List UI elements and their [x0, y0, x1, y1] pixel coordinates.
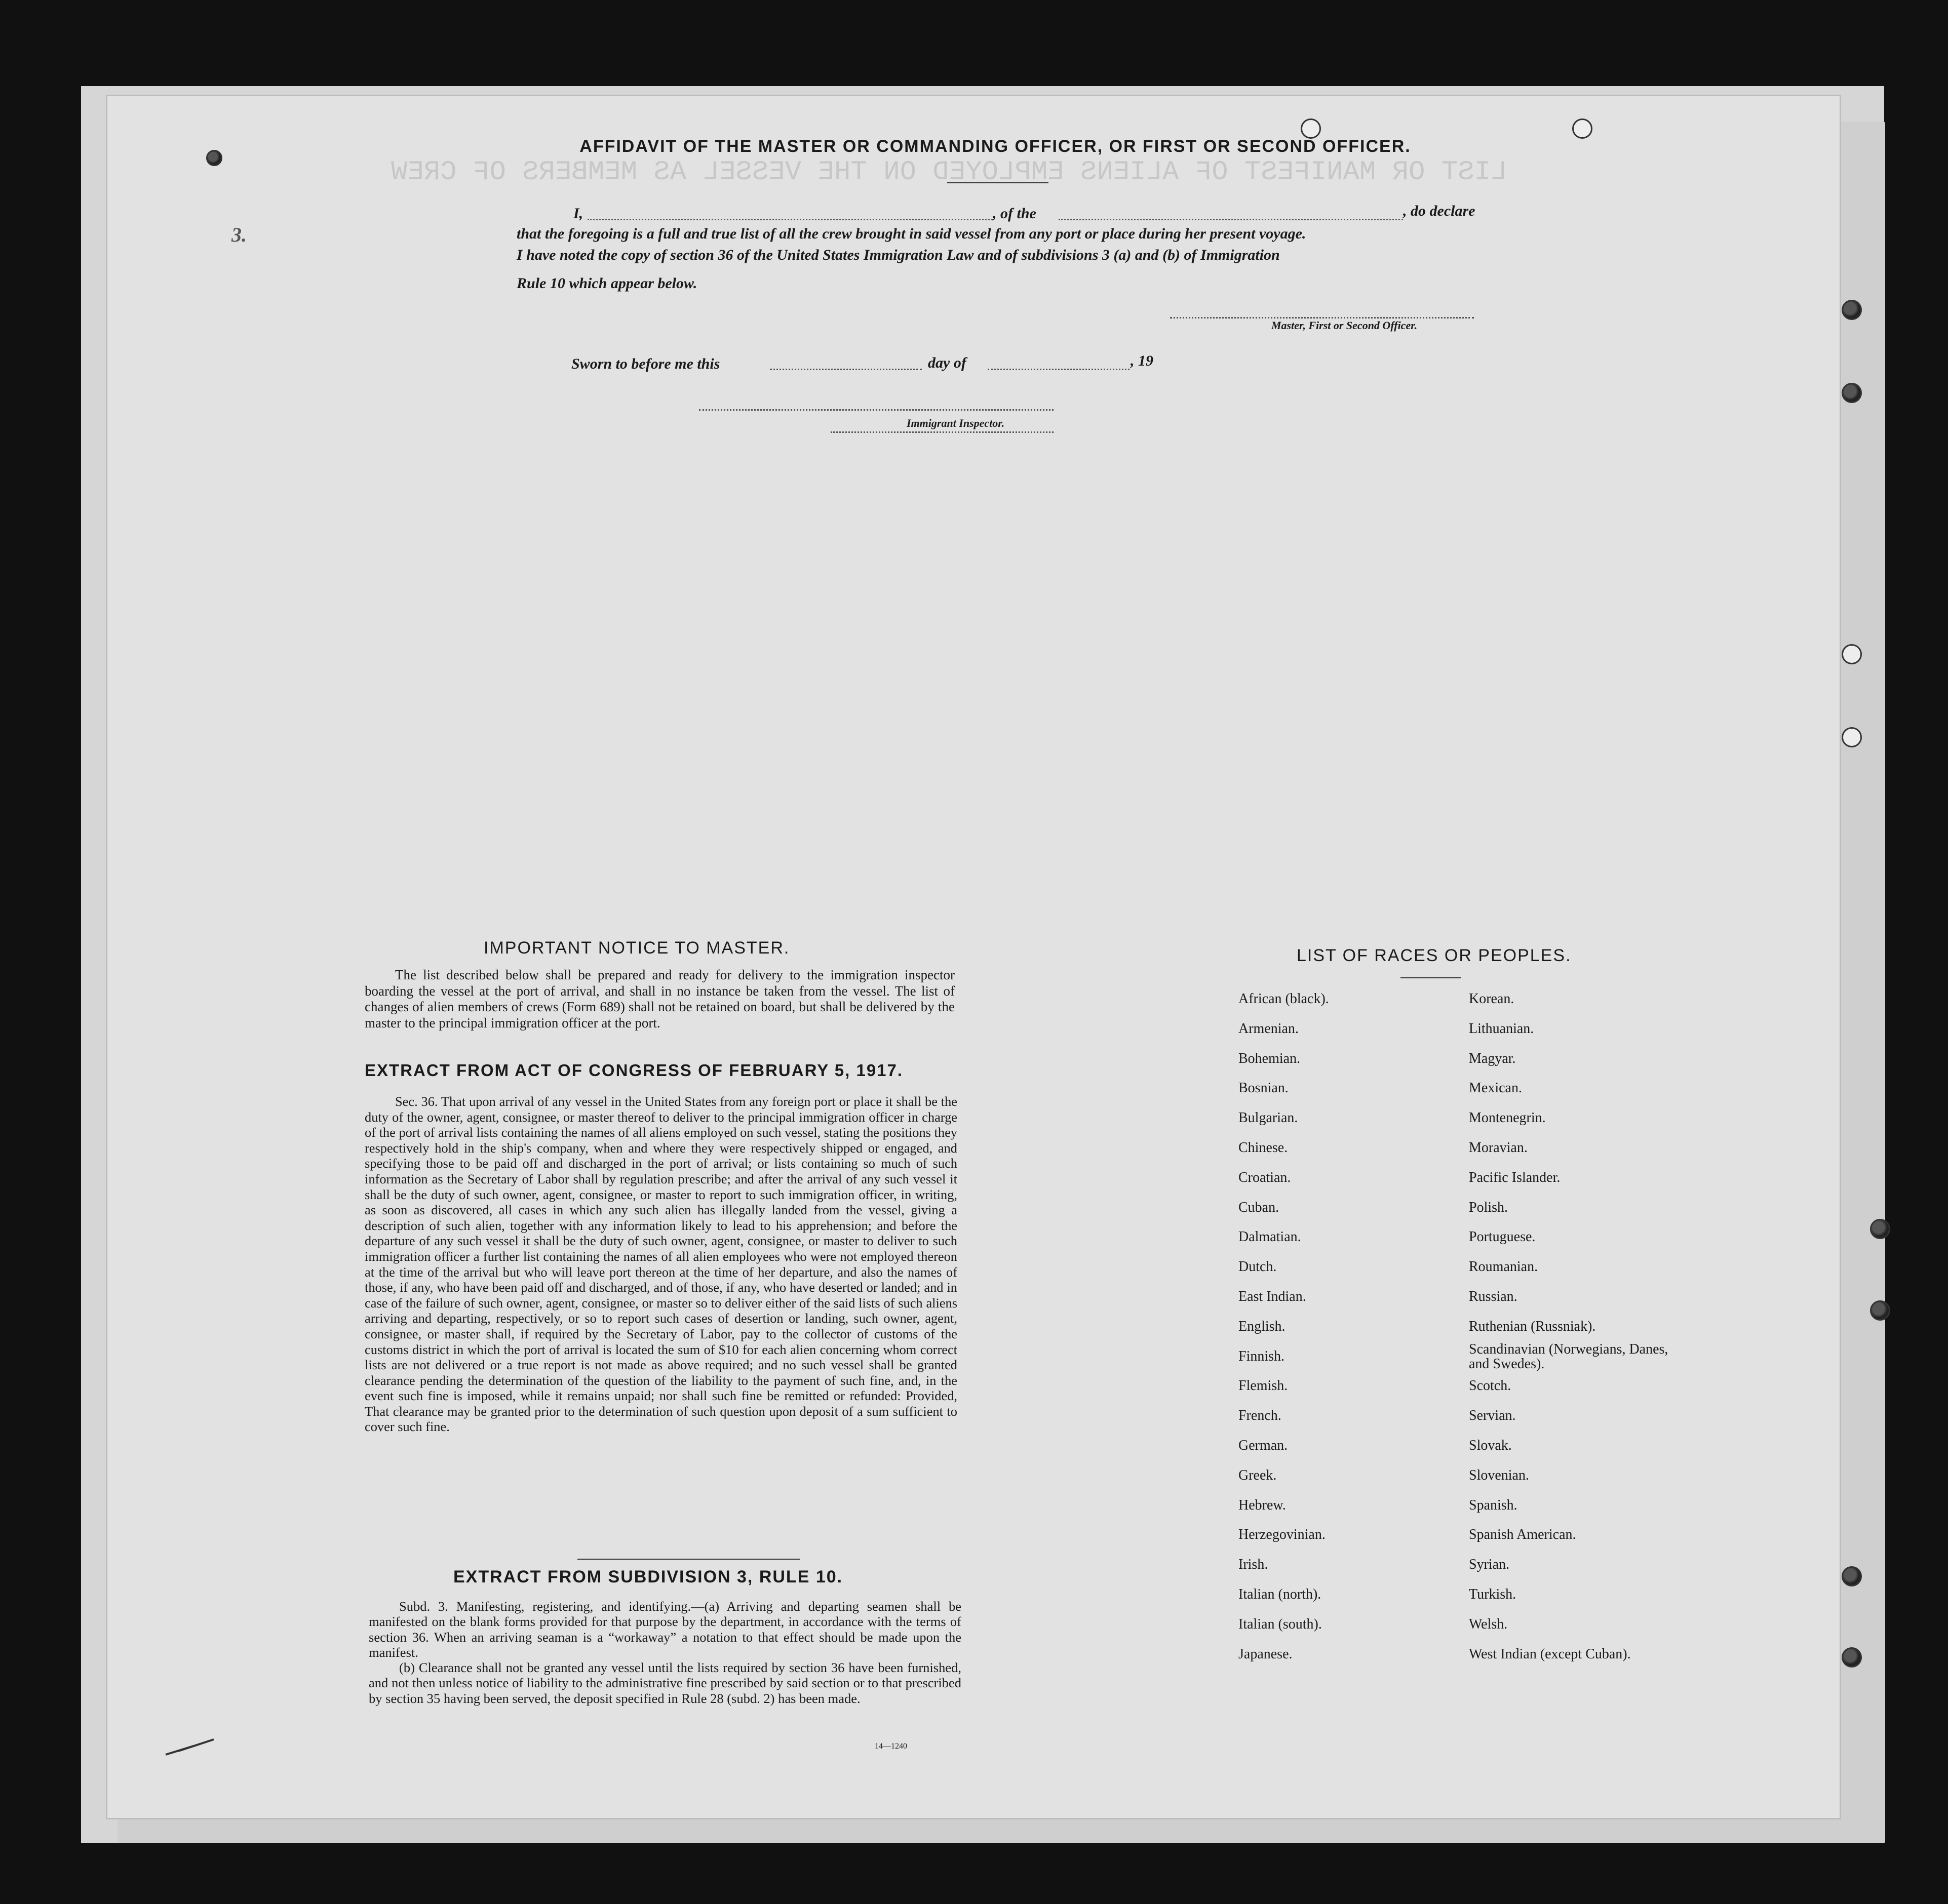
- race-item: Russian.: [1469, 1288, 1517, 1304]
- race-item: Armenian.: [1238, 1020, 1299, 1037]
- race-item: Bulgarian.: [1238, 1110, 1298, 1126]
- master-signature-caption: Master, First or Second Officer.: [1271, 319, 1418, 332]
- race-item: Syrian.: [1469, 1557, 1510, 1573]
- race-item: Montenegrin.: [1469, 1110, 1546, 1126]
- race-item: Portuguese.: [1469, 1229, 1536, 1245]
- year-text: , 19: [1131, 352, 1153, 369]
- name-blank: [588, 219, 993, 220]
- race-item: Herzegovinian.: [1238, 1527, 1326, 1543]
- bleed-through-header: LIST OR MANIFEST OF ALIENS EMPLOYED ON THE VESSEL AS MEMBERS OF CREW: [391, 157, 1507, 188]
- race-item: French.: [1238, 1408, 1281, 1424]
- act-paragraph: Sec. 36. That upon arrival of any vessel in the United States from any foreign port or place it shall be the duty of the owner, agent, consignee, or master thereof to deliver to the principal immigration officer in charge of the port of arrival lists containing the names of all aliens employed on such vessel, stating the positions they respectively hold in the ship's company, when and where they were respectively shipped or engaged, and specifying those to be paid off and discharged in the port of arrival; or lists containing so much of such information as the Secretary of Labor shall by regulation prescribe; and after the arrival of any such vessel it shall be the duty of such owner, agent, consignee, or master to report to such immigration officer, in writing, as soon as discovered, all cases in which any such alien has illegally landed from the vessel, giving a description of such alien, together with any information likely to lead to his apprehension; and before the departure of any such vessel it shall be the duty of such owner, agent, consignee, or master to deliver to such immigration officer a further list containing the names of all alien employees who were not employed thereon at the time of the arrival but who will leave port thereon at the time of her departure, and also the names of those, if any, who have been paid off and discharged, and of those, if any, who have deserted or landed; and in case of the failure of such owner, agent, consignee, or master so to deliver either of the said lists of such aliens arriving and departing, respectively, or so to report such cases of desertion or landing, such owner, agent, consignee, or master shall, if required by the Secretary of Labor, pay to the collector of customs of the customs district in which the port of arrival is located the sum of $10 for each alien concerning whom correct lists are not delivered or a true report is not made as above required; and no such vessel shall be granted clearance pending the determination of the question of the liability to the payment of such fine, and, in the event such fine is imposed, while it remains unpaid; nor shall such fine be remitted or refunded: Provided, That clearance may be granted prior to the determination of such question upon deposit of a sum sufficient to cover such fine.: [365, 1094, 957, 1435]
- race-item: Bosnian.: [1238, 1080, 1289, 1096]
- race-item: Italian (north).: [1238, 1586, 1321, 1602]
- race-item: Welsh.: [1469, 1616, 1508, 1632]
- punch-hole-icon: [1870, 1300, 1890, 1321]
- race-item: Spanish.: [1469, 1497, 1517, 1513]
- race-item: East Indian.: [1238, 1288, 1306, 1304]
- race-item: Pacific Islander.: [1469, 1169, 1561, 1185]
- race-item: Japanese.: [1238, 1646, 1293, 1662]
- punch-hole-icon: [1572, 118, 1592, 139]
- punch-hole-icon: [1870, 1219, 1890, 1239]
- race-item: Servian.: [1469, 1408, 1516, 1424]
- inspector-line: [699, 409, 1054, 411]
- affidavit-of-the: , of the: [993, 205, 1036, 222]
- races-column-1: [1238, 984, 1329, 1669]
- race-item: Turkish.: [1469, 1586, 1516, 1602]
- month-blank: [988, 369, 1129, 370]
- race-item: Dalmatian.: [1238, 1229, 1301, 1245]
- race-item: Irish.: [1238, 1557, 1268, 1573]
- race-item: Ruthenian (Russniak).: [1469, 1318, 1596, 1334]
- rule-paragraph-b: (b) Clearance shall not be granted any vessel until the lists required by section 36 have been furnished, and not then unless notice of liability to the administrative fine prescribed by said section or to that prescribed by section 35 having been served, the deposit specified in Rule 28 (subd. 2) has been made.: [369, 1660, 961, 1706]
- section-divider: [577, 1559, 800, 1560]
- race-item: Moravian.: [1469, 1139, 1528, 1156]
- form-number: 14—1240: [875, 1742, 907, 1751]
- affidavit-i: I,: [573, 205, 583, 222]
- races-column-2: [1469, 984, 1682, 1669]
- race-item: Magyar.: [1469, 1050, 1516, 1066]
- punch-hole-icon: [1842, 383, 1862, 403]
- pencil-mark-icon: [163, 1732, 224, 1762]
- race-item: Chinese.: [1238, 1139, 1288, 1156]
- race-item: Cuban.: [1238, 1199, 1279, 1215]
- race-item: Lithuanian.: [1469, 1020, 1534, 1037]
- punch-hole-icon: [1301, 118, 1321, 139]
- rule-text: [369, 1599, 961, 1706]
- notice-paragraph: The list described below shall be prepared and ready for delivery to the immigration inspector boarding the vessel at the port of arrival, and shall in no instance be taken from the vessel. The list of changes of alien members of crews (Form 689) shall not be retained on board, but shall be delivered by the master to the principal immigration officer at the port.: [365, 967, 955, 1030]
- affidavit-title: AFFIDAVIT OF THE MASTER OR COMMANDING OFFICER, OR FIRST OR SECOND OFFICER.: [579, 137, 1411, 156]
- race-item: Italian (south).: [1238, 1616, 1322, 1632]
- act-title: EXTRACT FROM ACT OF CONGRESS OF FEBRUARY 5, 1917.: [365, 1061, 904, 1080]
- pencil-note: 3.: [231, 223, 247, 246]
- race-item: English.: [1238, 1318, 1285, 1334]
- race-item: Hebrew.: [1238, 1497, 1286, 1513]
- act-text: [365, 1094, 957, 1435]
- affidavit-line-2: that the foregoing is a full and true list of all the crew brought in said vessel from any port or place during her present voyage.: [517, 225, 1306, 242]
- rule-title: EXTRACT FROM SUBDIVISION 3, RULE 10.: [453, 1567, 843, 1586]
- affidavit-declare: , do declare: [1403, 203, 1475, 219]
- race-item: Scandinavian (Norwegians, Danes, and Swedes).: [1469, 1341, 1668, 1372]
- affidavit-line-4: Rule 10 which appear below.: [517, 275, 697, 292]
- race-item: Dutch.: [1238, 1259, 1277, 1275]
- punch-hole-icon: [1842, 300, 1862, 320]
- race-item: Slovenian.: [1469, 1467, 1529, 1483]
- master-signature-line: [1170, 317, 1474, 319]
- race-item: German.: [1238, 1437, 1288, 1453]
- race-item: Bohemian.: [1238, 1050, 1301, 1066]
- sworn-day-blank: [770, 369, 922, 370]
- races-title: LIST OF RACES OR PEOPLES.: [1297, 946, 1572, 965]
- race-item: Korean.: [1469, 991, 1514, 1007]
- sworn-text: Sworn to before me this: [571, 355, 720, 372]
- punch-hole-icon: [1842, 644, 1862, 664]
- title-underline: [947, 182, 1048, 183]
- race-item: Scotch.: [1469, 1378, 1511, 1394]
- race-item: Greek.: [1238, 1467, 1277, 1483]
- rule-paragraph-a: Subd. 3. Manifesting, registering, and identifying.—(a) Arriving and departing seamen shall be manifested on the blank forms provided for that purpose by the department, in accordance with the terms of section 36. When an arriving seaman is a “workaway” a notation to that effect should be made upon the manifest.: [369, 1599, 961, 1660]
- punch-hole-icon: [1842, 1647, 1862, 1668]
- inspector-line-2: [831, 431, 1054, 433]
- punch-hole-icon: [1842, 1566, 1862, 1586]
- affidavit-line-3: I have noted the copy of section 36 of the United States Immigration Law and of subdivisions 3 (a) and (b) of Immigration: [517, 247, 1280, 263]
- race-item: Finnish.: [1238, 1348, 1285, 1364]
- notice-title: IMPORTANT NOTICE TO MASTER.: [484, 938, 790, 958]
- race-item: Slovak.: [1469, 1437, 1512, 1453]
- inspector-caption: Immigrant Inspector.: [907, 417, 1005, 429]
- race-item: Polish.: [1469, 1199, 1508, 1215]
- race-item: Spanish American.: [1469, 1527, 1576, 1543]
- race-item: Croatian.: [1238, 1169, 1291, 1185]
- day-of-text: day of: [928, 354, 966, 371]
- race-item: West Indian (except Cuban).: [1469, 1646, 1631, 1662]
- race-item: African (black).: [1238, 991, 1329, 1007]
- race-item: Flemish.: [1238, 1378, 1288, 1394]
- vessel-blank: [1059, 219, 1403, 220]
- race-item: Mexican.: [1469, 1080, 1522, 1096]
- race-item: Roumanian.: [1469, 1259, 1538, 1275]
- punch-hole-icon: [1842, 727, 1862, 747]
- races-underline: [1400, 977, 1461, 978]
- notice-text: [365, 967, 955, 1031]
- punch-hole-icon: [206, 150, 222, 166]
